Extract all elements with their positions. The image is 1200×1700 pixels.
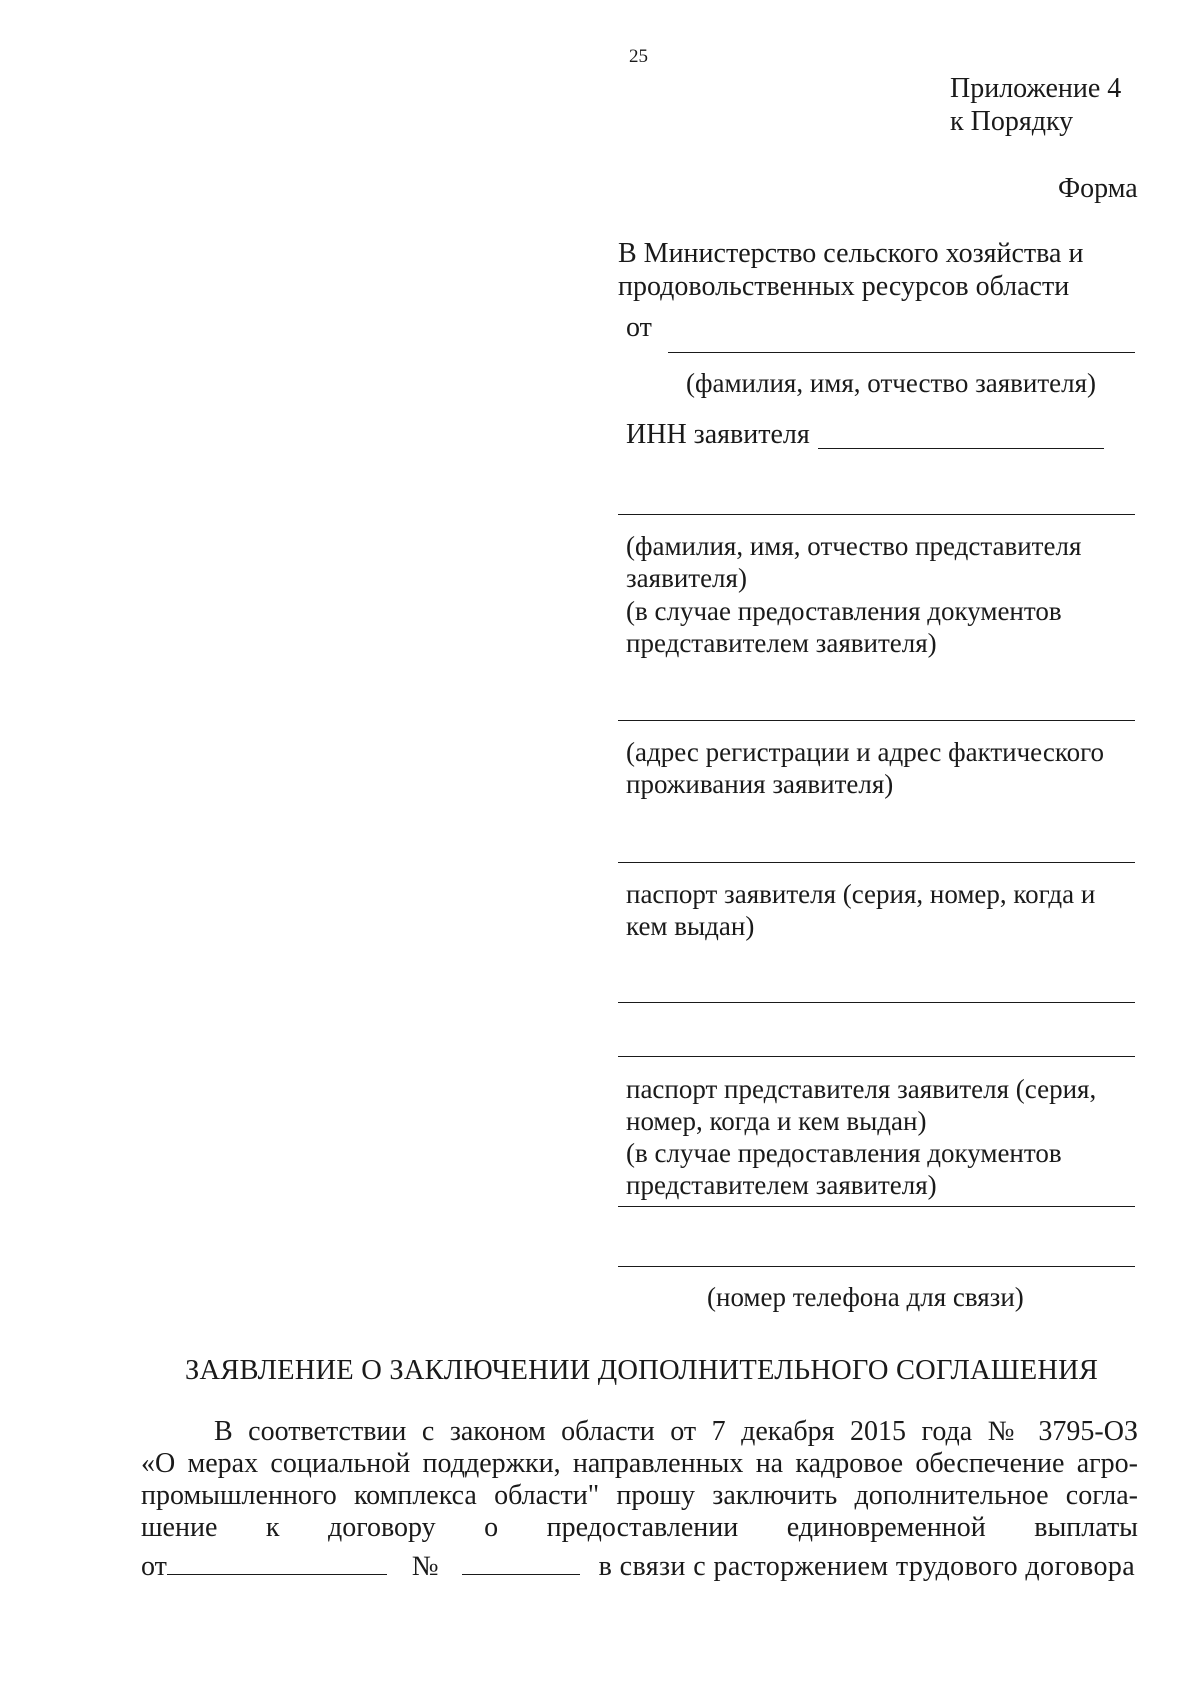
- body-line-5-rest: в связи с расторжением трудового договора: [598, 1551, 1136, 1582]
- page-number: 25: [629, 46, 648, 67]
- agreement-number-field[interactable]: [462, 1548, 580, 1575]
- caption-representative-case-2: представителем заявителя): [626, 628, 937, 658]
- caption-rep-passport-4: представителем заявителя): [626, 1170, 937, 1200]
- caption-address-1: (адрес регистрации и адрес фактического: [626, 737, 1104, 767]
- body-from-label: от: [141, 1551, 167, 1582]
- body-line-5: [141, 1548, 1138, 1583]
- caption-passport-1: паспорт заявителя (серия, номер, когда и: [626, 879, 1096, 909]
- inn-label: ИНН заявителя: [626, 419, 810, 450]
- caption-representative-case-1: (в случае предоставления документов: [626, 596, 1062, 626]
- body-line-2: «О мерах социальной поддержки, направленных на кадровое обеспечение агро-: [141, 1448, 1138, 1479]
- caption-phone: (номер телефона для связи): [707, 1282, 1024, 1312]
- caption-rep-passport-2: номер, когда и кем выдан): [626, 1106, 927, 1136]
- body-line-1: В соответствии с законом области от 7 декабря 2015 года № 3795-ОЗ: [214, 1416, 1138, 1447]
- body-line-3: промышленного комплекса области" прошу заключить дополнительное согла-: [141, 1480, 1138, 1511]
- caption-rep-passport-1: паспорт представителя заявителя (серия,: [626, 1074, 1097, 1104]
- caption-representative-name-2: заявителя): [626, 563, 747, 593]
- representative-name-field[interactable]: [618, 514, 1135, 515]
- caption-address-2: проживания заявителя): [626, 769, 894, 799]
- inn-field[interactable]: [818, 448, 1104, 449]
- caption-rep-passport-3: (в случае предоставления документов: [626, 1138, 1062, 1168]
- caption-passport-2: кем выдан): [626, 911, 755, 941]
- address-field[interactable]: [618, 720, 1135, 721]
- body-line-4: шение к договору о предоставлении единовременной выплаты: [141, 1512, 1138, 1543]
- form-label: Форма: [1058, 173, 1138, 204]
- caption-applicant-name: (фамилия, имя, отчество заявителя): [686, 368, 1097, 398]
- addressee-line-2: продовольственных ресурсов области: [618, 271, 1070, 302]
- agreement-date-field[interactable]: [167, 1548, 387, 1575]
- from-label: от: [626, 312, 652, 343]
- rep-passport-field-2[interactable]: [618, 1056, 1135, 1057]
- rep-passport-field-3[interactable]: [618, 1206, 1135, 1207]
- appendix-title: Приложение 4: [950, 73, 1122, 104]
- caption-representative-name-1: (фамилия, имя, отчество представителя: [626, 531, 1082, 561]
- addressee-line-1: В Министерство сельского хозяйства и: [618, 238, 1084, 269]
- number-sign: №: [411, 1551, 439, 1582]
- passport-field[interactable]: [618, 862, 1135, 863]
- document-heading: ЗАЯВЛЕНИЕ О ЗАКЛЮЧЕНИИ ДОПОЛНИТЕЛЬНОГО СОГЛАШЕНИЯ: [185, 1355, 1099, 1386]
- applicant-name-field[interactable]: [668, 352, 1135, 353]
- rep-passport-field-1[interactable]: [618, 1002, 1135, 1003]
- appendix-subtitle: к Порядку: [950, 106, 1074, 137]
- phone-field[interactable]: [618, 1266, 1135, 1267]
